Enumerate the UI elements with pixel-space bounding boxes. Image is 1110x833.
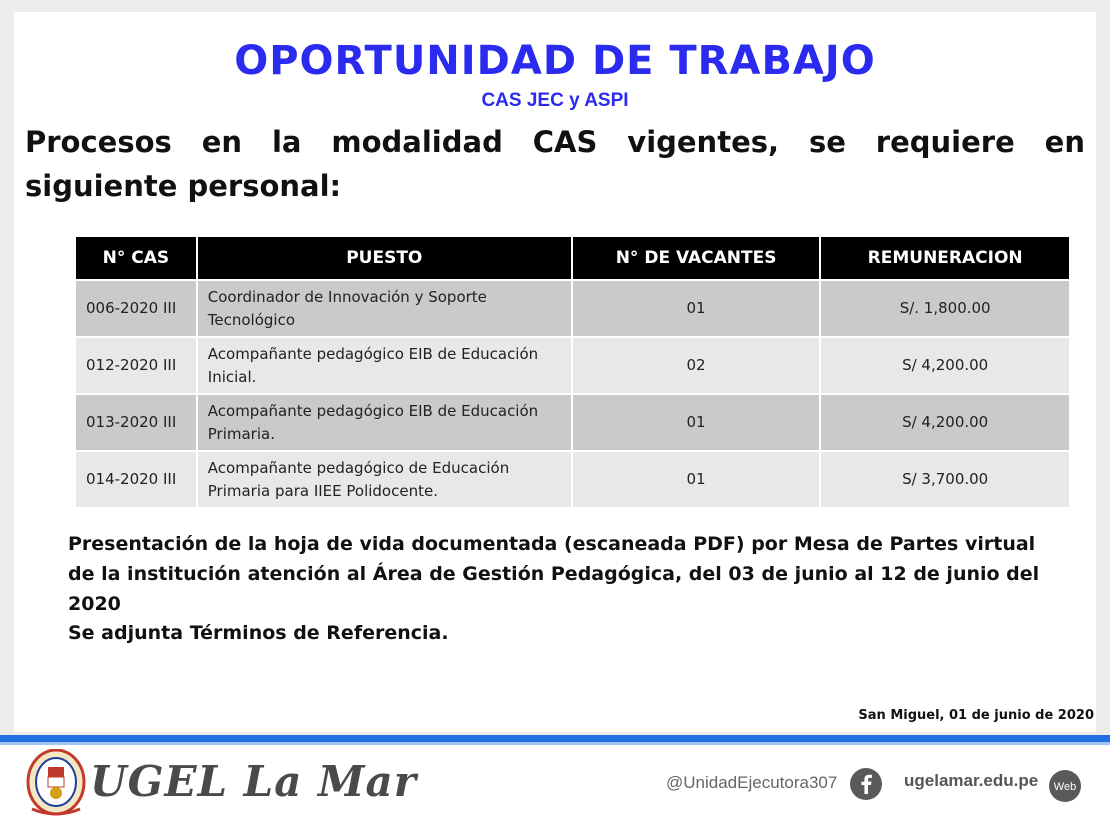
cell-cas: 014-2020 III	[75, 451, 197, 508]
cell-puesto: Acompañante pedagógico EIB de Educación Primaria.	[197, 394, 572, 451]
cell-puesto: Acompañante pedagógico EIB de Educación Inicial.	[197, 337, 572, 394]
cell-remuneracion: S/ 4,200.00	[820, 394, 1070, 451]
page-title: OPORTUNIDAD DE TRABAJO	[234, 38, 876, 84]
footer	[0, 735, 1110, 833]
table-header-row	[75, 236, 1070, 280]
attachment-text: Se adjunta Términos de Referencia.	[68, 622, 449, 644]
cell-cas: 006-2020 III	[75, 280, 197, 337]
web-icon-label: Web	[1053, 781, 1077, 793]
table-row	[75, 394, 1070, 451]
table-row	[75, 451, 1070, 508]
footer-stripe	[0, 735, 1110, 742]
facebook-icon[interactable]	[850, 768, 882, 804]
cell-remuneracion: S/ 3,700.00	[820, 451, 1070, 508]
brand-name: UGEL La Mar	[90, 757, 417, 806]
cell-puesto: Coordinador de Innovación y Soporte Tecnológico	[197, 280, 572, 337]
website-link[interactable]: ugelamar.edu.pe	[904, 771, 1039, 790]
page-subtitle: CAS JEC y ASPI	[481, 90, 629, 111]
web-icon[interactable]	[1049, 770, 1081, 806]
cell-vacantes: 01	[572, 451, 820, 508]
cell-puesto: Acompañante pedagógico de Educación Primaria para IIEE Polidocente.	[197, 451, 572, 508]
table-row	[75, 280, 1070, 337]
column-header-remuneracion: REMUNERACION	[820, 236, 1070, 280]
cell-remuneracion: S/. 1,800.00	[820, 280, 1070, 337]
footer-stripe-light	[0, 742, 1110, 745]
cell-vacantes: 01	[572, 280, 820, 337]
date-line: San Miguel, 01 de junio de 2020	[858, 708, 1094, 723]
column-header-cas: N° CAS	[75, 236, 197, 280]
cell-cas: 013-2020 III	[75, 394, 197, 451]
column-header-puesto: PUESTO	[197, 236, 572, 280]
column-header-vacantes: N° DE VACANTES	[572, 236, 820, 280]
facebook-handle[interactable]: @UnidadEjecutora307	[666, 773, 838, 792]
cell-cas: 012-2020 III	[75, 337, 197, 394]
cell-remuneracion: S/ 4,200.00	[820, 337, 1070, 394]
vacancies-table	[74, 235, 1071, 509]
presentation-text: Presentación de la hoja de vida documentada (escaneada PDF) por Mesa de Partes virtual de la institución atención al Área de Gestión Pedagógica, del 03 de junio al 12 de junio del 2020	[68, 533, 1040, 615]
intro-text: Procesos en la modalidad CAS vigentes, se requiere en siguiente personal:	[25, 125, 1085, 203]
cell-vacantes: 02	[572, 337, 820, 394]
table-row	[75, 337, 1070, 394]
cell-vacantes: 01	[572, 394, 820, 451]
ugel-seal-icon	[26, 749, 86, 823]
